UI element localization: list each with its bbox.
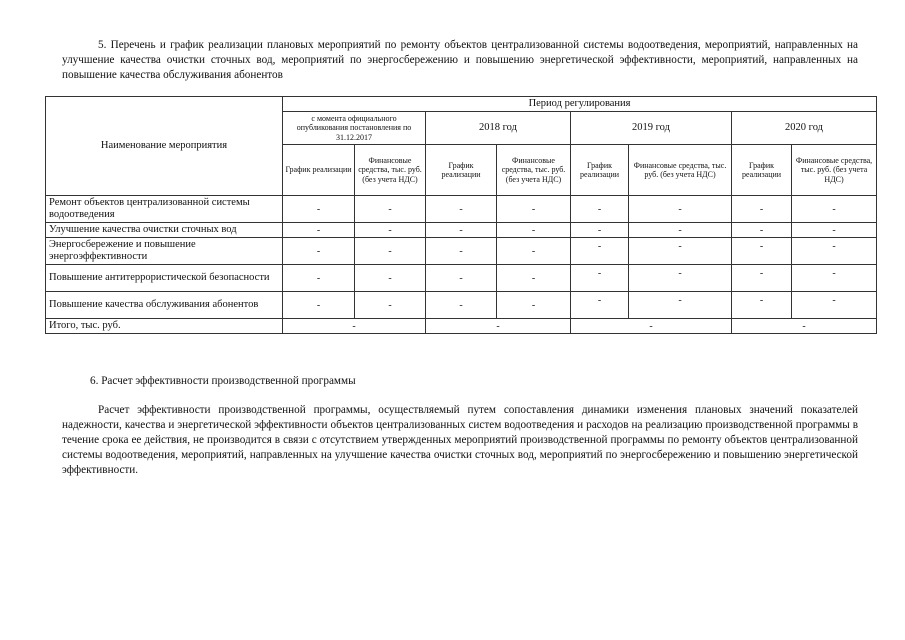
section-5-title (62, 38, 858, 83)
total-cell-2018: - (426, 319, 571, 334)
table-cell: - (571, 292, 629, 319)
table-cell: - (283, 196, 355, 223)
table-cell: - (497, 238, 571, 265)
table-cell: - (426, 196, 497, 223)
table-cell: - (355, 223, 426, 238)
section-6-body-text: Расчет эффективности производственной программы, осуществляемый путем сопоставления динамики изменения плановых значений показателей надежности, качества и энергетической эффективности объектов централизованных систем водоотведения и расходов на реализацию производственной программы в течение срока ее действия, не производится в связи с отсутствием утвержденных мероприятий производственной программы по ремонту объектов централизованной системы водоотведения, мероприятий, направленных на улучшение качества очистки сточных вод, мероприятий по энергосбережению и повышению энергетической эффективности. (62, 404, 858, 476)
table-cell: - (732, 265, 792, 292)
table-cell: - (497, 196, 571, 223)
sub-schedule-2018: График реализации (426, 145, 497, 196)
table-cell: - (732, 292, 792, 319)
table-cell: - (426, 265, 497, 292)
period-2017: с момента официального опубликования постановления по 31.12.2017 (283, 112, 426, 145)
total-cell-2020: - (732, 319, 877, 334)
table-cell: - (629, 265, 732, 292)
section-6-body (62, 403, 858, 478)
table-cell: - (497, 265, 571, 292)
sub-schedule-2020: График реализации (732, 145, 792, 196)
header-row-1 (46, 97, 877, 112)
plan-table (45, 96, 877, 334)
table-cell: - (792, 196, 877, 223)
table-cell: - (571, 265, 629, 292)
period-2018: 2018 год (426, 112, 571, 145)
row-name: Ремонт объектов централизованной системы водоотведения (46, 196, 283, 223)
table-cell: - (355, 292, 426, 319)
table-row (46, 196, 877, 223)
row-name: Повышение антитеррористической безопасности (46, 265, 283, 292)
sub-schedule-2017: График реализации (283, 145, 355, 196)
table-cell: - (629, 196, 732, 223)
table-row (46, 292, 877, 319)
row-name: Энергосбережение и повышение энергоэффективности (46, 238, 283, 265)
table-cell: - (732, 238, 792, 265)
table-cell: - (792, 238, 877, 265)
table-cell: - (426, 238, 497, 265)
table-cell: - (355, 265, 426, 292)
total-row (46, 319, 877, 334)
table-row (46, 223, 877, 238)
table-row (46, 265, 877, 292)
table-cell: - (792, 292, 877, 319)
sub-finance-2017: Финансовые средства, тыс. руб. (без учета НДС) (355, 145, 426, 196)
table-cell: - (283, 292, 355, 319)
table-cell: - (732, 223, 792, 238)
table-cell: - (571, 196, 629, 223)
table-cell: - (792, 223, 877, 238)
sub-schedule-2019: График реализации (571, 145, 629, 196)
row-name: Повышение качества обслуживания абонентов (46, 292, 283, 319)
table-row (46, 238, 877, 265)
total-label: Итого, тыс. руб. (46, 319, 283, 334)
sub-finance-2018: Финансовые средства, тыс. руб. (без учета НДС) (497, 145, 571, 196)
row-name: Улучшение качества очистки сточных вод (46, 223, 283, 238)
period-header: Период регулирования (283, 97, 877, 112)
table-cell: - (629, 292, 732, 319)
col-header-name: Наименование мероприятия (46, 97, 283, 196)
period-2019: 2019 год (571, 112, 732, 145)
period-2020: 2020 год (732, 112, 877, 145)
table-cell: - (497, 292, 571, 319)
table-cell: - (426, 223, 497, 238)
section-5-title-text: 5. Перечень и график реализации плановых мероприятий по ремонту объектов централизованной системы водоотведения, мероприятий, направленных на улучшение качества очистки сточных вод, мероприятий по энергосбережению и повышению энергетической эффективности, мероприятий, направленных на повышение качества обслуживания абонентов (62, 39, 858, 81)
total-cell-2019: - (571, 319, 732, 334)
sub-finance-2020: Финансовые средства, тыс. руб. (без учета НДС) (792, 145, 877, 196)
table-cell: - (571, 238, 629, 265)
table-cell: - (355, 196, 426, 223)
section-6-heading: 6. Расчет эффективности производственной программы (90, 375, 356, 387)
table-cell: - (629, 238, 732, 265)
table-cell: - (283, 265, 355, 292)
table-cell: - (792, 265, 877, 292)
table-cell: - (426, 292, 497, 319)
table-cell: - (283, 223, 355, 238)
table-cell: - (629, 223, 732, 238)
table-cell: - (497, 223, 571, 238)
table-cell: - (283, 238, 355, 265)
total-cell-2017: - (283, 319, 426, 334)
table-cell: - (732, 196, 792, 223)
table-cell: - (355, 238, 426, 265)
table-cell: - (571, 223, 629, 238)
sub-finance-2019: Финансовые средства, тыс. руб. (без учета НДС) (629, 145, 732, 196)
